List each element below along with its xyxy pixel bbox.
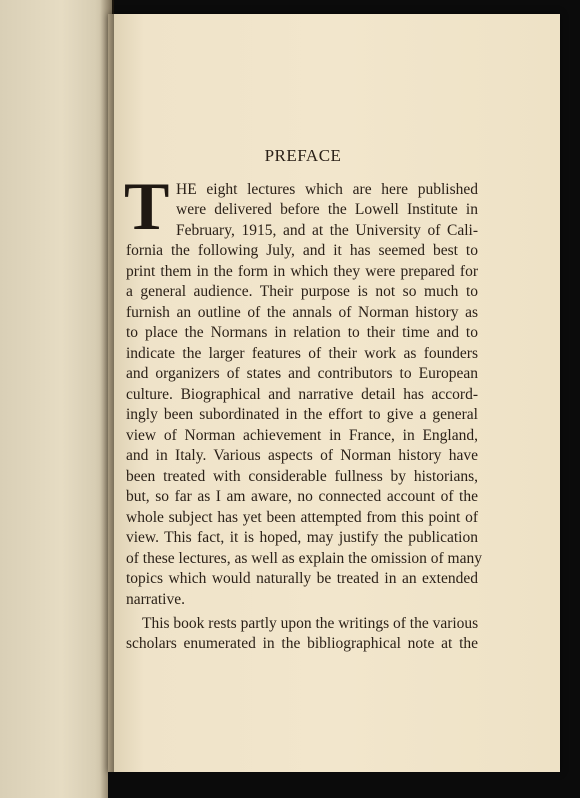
text-line: a general audience. Their purpose is not so much to xyxy=(126,283,478,300)
book-gutter xyxy=(100,0,114,798)
text-line: been treated with considerable fullness by historians, xyxy=(126,468,478,485)
text-line: of these lectures, as well as explain the omission of many xyxy=(126,550,482,567)
text-line: but, so far as I am aware, no connected account of the xyxy=(126,488,478,505)
page-bottom-shadow xyxy=(108,772,560,798)
text-line: and in Italy. Various aspects of Norman history have xyxy=(126,447,478,464)
text-line: view of Norman achievement in France, in England, xyxy=(126,427,478,444)
page-heading: PREFACE xyxy=(264,146,342,165)
text-line: and organizers of states and contributors to European xyxy=(126,365,478,382)
text-line: culture. Biographical and narrative detail has accord- xyxy=(126,386,478,403)
text-line: This book rests partly upon the writings of the various xyxy=(142,615,479,632)
text-line: view. This fact, it is hoped, may justify the publication xyxy=(126,529,478,546)
text-line: scholars enumerated in the bibliographical note at the xyxy=(126,635,478,652)
text-line: ingly been subordinated in the effort to give a general xyxy=(126,406,478,423)
left-page xyxy=(0,0,112,798)
text-line: February, 1915, and at the University of Cali- xyxy=(176,222,478,239)
text-line: whole subject has yet been attempted from this point of xyxy=(126,509,478,526)
text-line: topics which would naturally be treated in an extended xyxy=(126,570,478,587)
text-line: HE eight lectures which are here published xyxy=(176,181,478,198)
text-line: were delivered before the Lowell Institute in xyxy=(176,201,478,218)
drop-cap: T xyxy=(124,168,170,244)
text-line: narrative. xyxy=(126,591,185,608)
text-line: fornia the following July, and it has seemed best to xyxy=(126,242,478,259)
text-line: print them in the form in which they were prepared for xyxy=(126,263,478,280)
text-line: indicate the larger features of their work as founders xyxy=(126,345,478,362)
text-line: to place the Normans in relation to their time and to xyxy=(126,324,478,341)
text-line: furnish an outline of the annals of Norman history as xyxy=(126,304,478,321)
